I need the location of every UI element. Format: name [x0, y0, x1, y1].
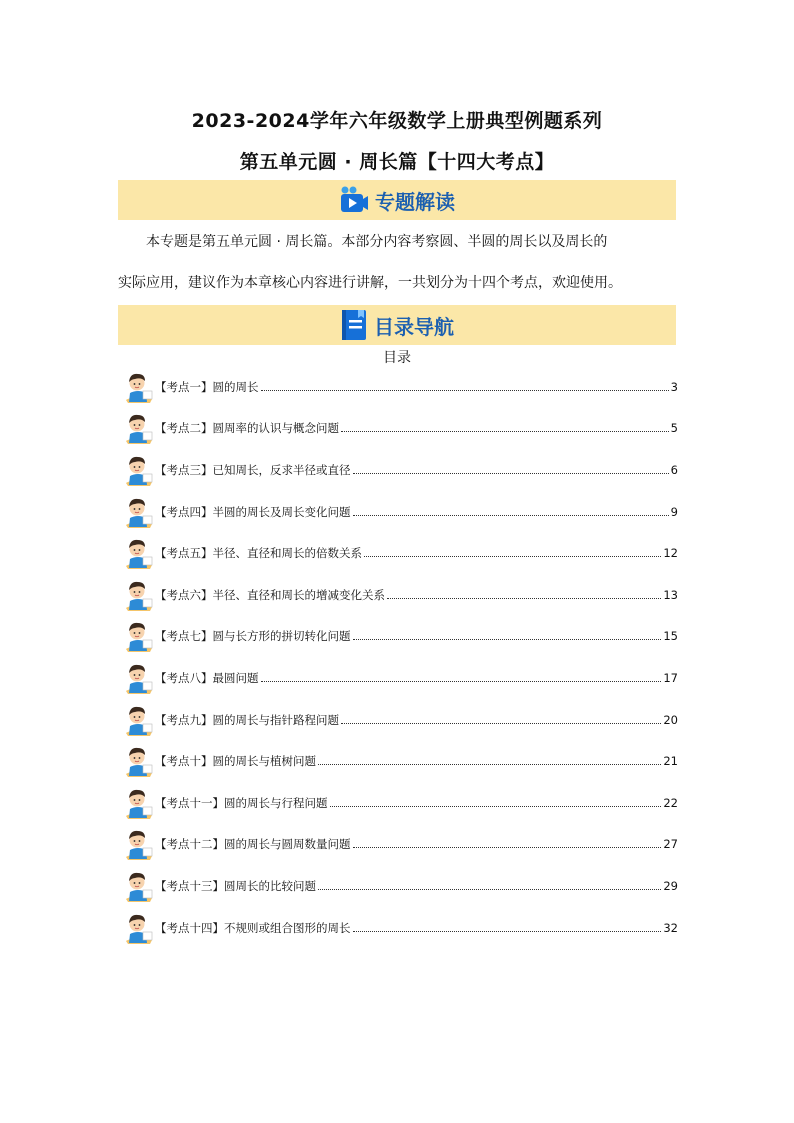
toc-entry[interactable]	[155, 712, 678, 728]
toc-row[interactable]	[122, 491, 678, 533]
toc-dot-leader	[353, 473, 669, 474]
toc-entry-label: 【考点十一】圆的周长与行程问题	[155, 795, 328, 810]
toc-entry-label: 【考点三】已知周长，反求半径或直径	[155, 462, 351, 477]
toc-dot-leader	[353, 639, 662, 640]
toc-row[interactable]	[122, 408, 678, 450]
toc-page-number: 29	[663, 878, 678, 893]
toc-entry-label: 【考点五】半径、直径和周长的倍数关系	[155, 546, 362, 561]
toc-entry[interactable]	[155, 545, 678, 561]
toc-dot-leader	[353, 931, 662, 932]
toc-row[interactable]	[122, 574, 678, 616]
toc-dot-leader	[341, 723, 661, 724]
toc-entry[interactable]	[155, 878, 678, 894]
banner-toc-nav	[118, 305, 676, 345]
toc-page-number: 9	[670, 504, 678, 519]
toc-row[interactable]	[122, 865, 678, 907]
toc-page-number: 15	[663, 629, 678, 644]
toc-page-number: 27	[663, 837, 678, 852]
book-icon	[340, 309, 368, 341]
toc-page-number: 32	[663, 920, 678, 935]
student-avatar-icon	[122, 868, 154, 904]
toc-dot-leader	[261, 390, 669, 391]
toc-entry-label: 【考点四】半圆的周长及周长变化问题	[155, 504, 351, 519]
toc-dot-leader	[353, 847, 662, 848]
toc-page-number: 5	[670, 421, 678, 436]
student-avatar-icon	[122, 743, 154, 779]
toc-row[interactable]	[122, 449, 678, 491]
student-avatar-icon	[122, 618, 154, 654]
banner-title-intro: 专题解读	[375, 189, 455, 214]
toc-page-number: 17	[663, 670, 678, 685]
student-avatar-icon	[122, 452, 154, 488]
toc-entry[interactable]	[155, 753, 678, 769]
toc-entry-label: 【考点十】圆的周长与植树问题	[155, 754, 316, 769]
toc-entry[interactable]	[155, 587, 678, 603]
toc-row[interactable]	[122, 907, 678, 949]
toc-dot-leader	[330, 806, 662, 807]
document-title: 2023-2024学年六年级数学上册典型例题系列	[191, 110, 603, 132]
student-avatar-icon	[122, 577, 154, 613]
student-avatar-icon	[122, 494, 154, 530]
student-avatar-icon	[122, 826, 154, 862]
toc-page-number: 20	[663, 712, 678, 727]
banner-title-toc: 目录导航	[374, 314, 454, 339]
student-avatar-icon	[122, 410, 154, 446]
toc-row[interactable]	[122, 740, 678, 782]
toc-row[interactable]	[122, 532, 678, 574]
toc-page-number: 21	[663, 754, 678, 769]
toc-page-number: 22	[663, 795, 678, 810]
toc-entry-label: 【考点二】圆周率的认识与概念问题	[155, 421, 339, 436]
toc-page-number: 6	[670, 462, 678, 477]
toc-entry[interactable]	[155, 795, 678, 811]
video-camera-icon	[339, 185, 369, 215]
toc-entry-label: 【考点十二】圆的周长与圆周数量问题	[155, 837, 351, 852]
toc-dot-leader	[341, 431, 669, 432]
student-avatar-icon	[122, 910, 154, 946]
toc-dot-leader	[364, 556, 661, 557]
toc-row[interactable]	[122, 616, 678, 658]
toc-row[interactable]	[122, 782, 678, 824]
toc-entry[interactable]	[155, 504, 678, 520]
intro-paragraph-line2: 实际应用，建议作为本章核心内容进行讲解，一共划分为十四个考点，欢迎使用。	[118, 275, 622, 291]
toc-row[interactable]	[122, 699, 678, 741]
toc-row[interactable]	[122, 657, 678, 699]
intro-paragraph-line1: 本专题是第五单元圆 · 周长篇。本部分内容考察圆、半圆的周长以及周长的	[146, 234, 608, 250]
toc-entry-label: 【考点十三】圆周长的比较问题	[155, 878, 316, 893]
toc-page-number: 13	[663, 587, 678, 602]
toc-entry[interactable]	[155, 920, 678, 936]
document-subtitle: 第五单元圆 · 周长篇【十四大考点】	[239, 151, 555, 173]
table-of-contents	[122, 366, 678, 948]
toc-row[interactable]	[122, 366, 678, 408]
toc-page-number: 3	[670, 379, 678, 394]
toc-entry[interactable]	[155, 379, 678, 395]
toc-dot-leader	[318, 889, 661, 890]
banner-topic-intro	[118, 180, 676, 220]
toc-entry[interactable]	[155, 420, 678, 436]
toc-entry-label: 【考点九】圆的周长与指针路程问题	[155, 712, 339, 727]
toc-dot-leader	[353, 515, 669, 516]
toc-entry-label: 【考点八】最圆问题	[155, 670, 259, 685]
toc-dot-leader	[261, 681, 662, 682]
student-avatar-icon	[122, 369, 154, 405]
toc-entry-label: 【考点一】圆的周长	[155, 379, 259, 394]
toc-entry-label: 【考点六】半径、直径和周长的增减变化关系	[155, 587, 385, 602]
toc-dot-leader	[387, 598, 661, 599]
student-avatar-icon	[122, 785, 154, 821]
toc-dot-leader	[318, 764, 661, 765]
student-avatar-icon	[122, 702, 154, 738]
student-avatar-icon	[122, 660, 154, 696]
toc-entry[interactable]	[155, 628, 678, 644]
toc-row[interactable]	[122, 824, 678, 866]
toc-entry[interactable]	[155, 670, 678, 686]
toc-entry-label: 【考点七】圆与长方形的拼切转化问题	[155, 629, 351, 644]
student-avatar-icon	[122, 535, 154, 571]
toc-entry-label: 【考点十四】不规则或组合图形的周长	[155, 920, 351, 935]
toc-entry[interactable]	[155, 462, 678, 478]
toc-heading: 目录	[383, 350, 411, 366]
toc-page-number: 12	[663, 546, 678, 561]
toc-entry[interactable]	[155, 836, 678, 852]
